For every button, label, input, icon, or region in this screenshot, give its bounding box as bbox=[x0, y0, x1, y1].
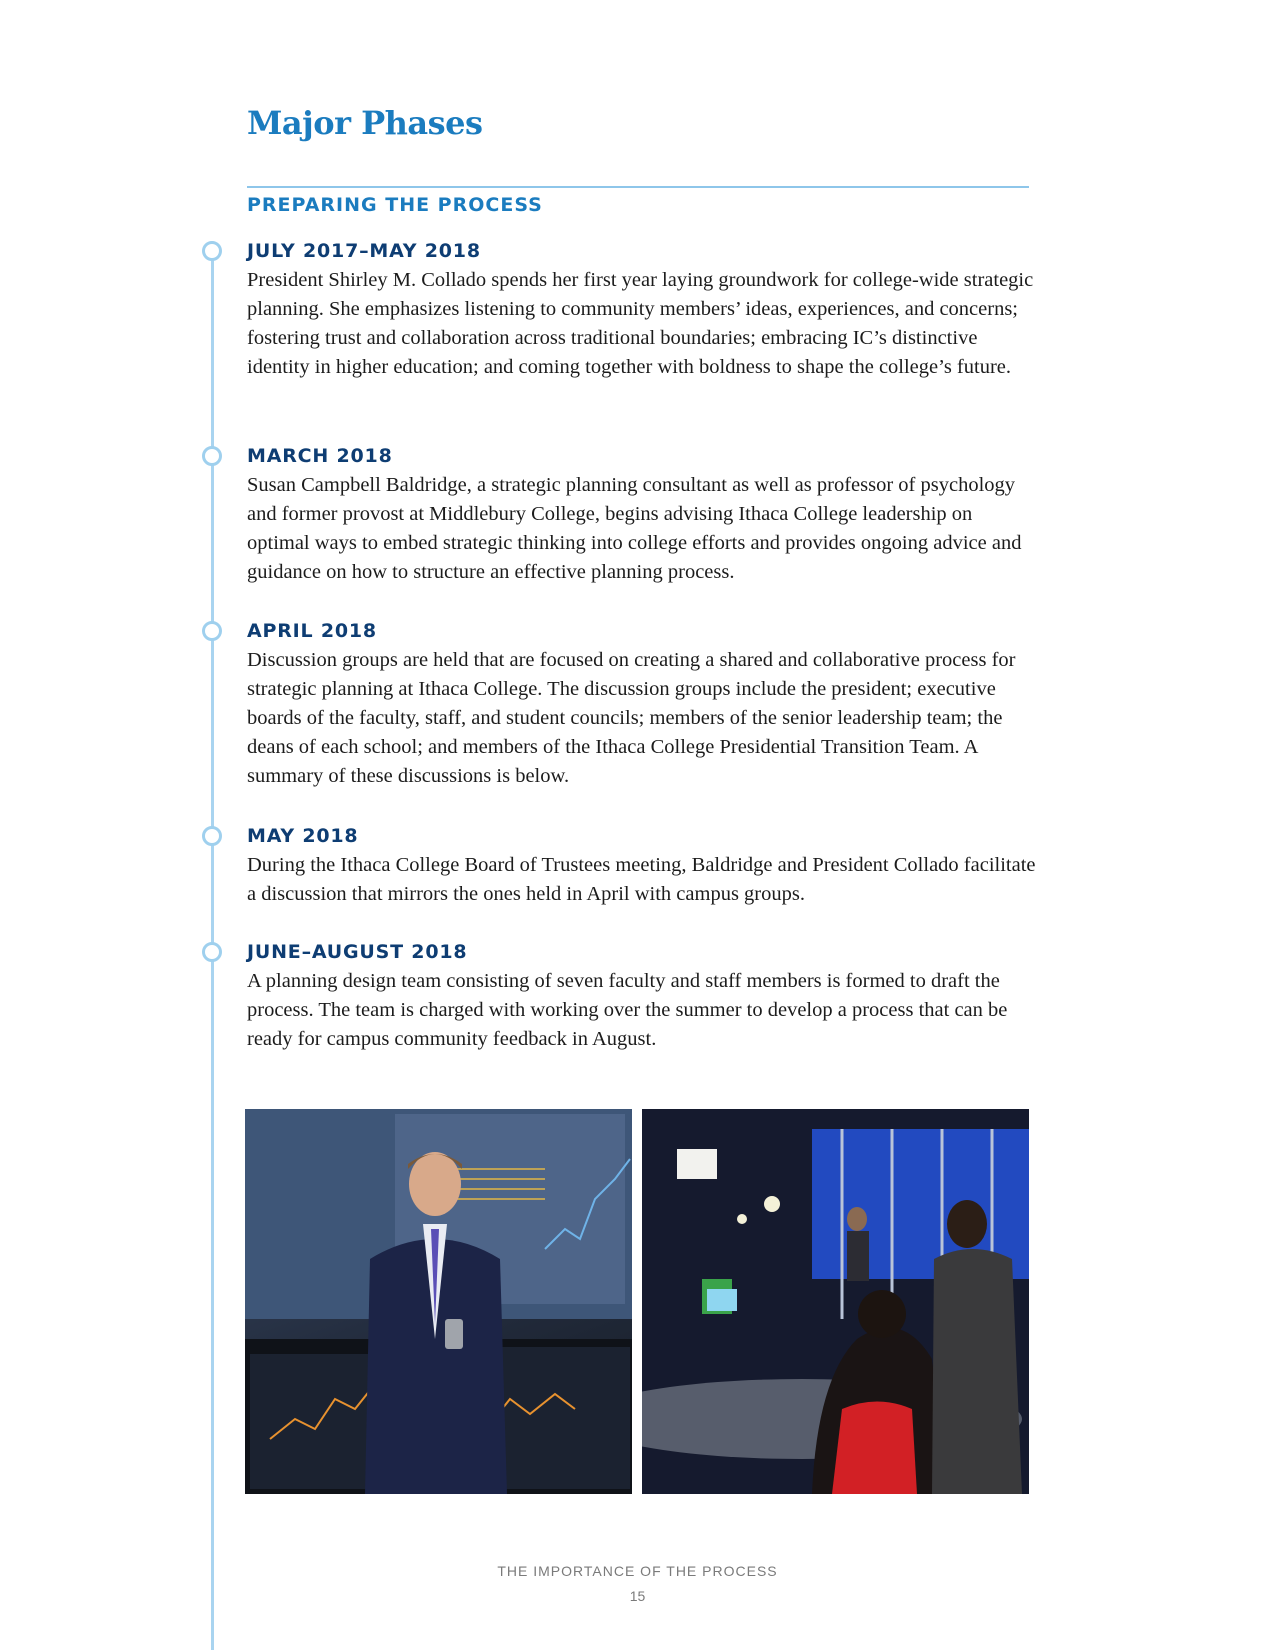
phase-date: JUNE–AUGUST 2018 bbox=[247, 941, 468, 963]
phase-description: Susan Campbell Baldridge, a strategic planning consultant as well as professor of psychology and former provost at Middlebury College, begins advising Ithaca College leadership on optimal ways to embed strategic thinking into college efforts and provides ongoing advice and guidance on how to structure an effective planning process. bbox=[247, 474, 1022, 583]
phase-description: President Shirley M. Collado spends her first year laying groundwork for college-wide strategic planning. She emphasizes listening to community members’ ideas, experiences, and concerns; fostering trust and collaboration across traditional boundaries; embracing IC’s distinctive identity in higher education; and coming together with boldness to shape the college’s future. bbox=[247, 269, 1034, 378]
page-number: 15 bbox=[629, 1588, 646, 1604]
phase-date: MAY 2018 bbox=[247, 825, 359, 847]
photo-tv-studio bbox=[642, 1109, 1029, 1494]
tv-studio-illustration bbox=[642, 1109, 1029, 1494]
phase-description: A planning design team consisting of seven faculty and staff members is formed to draft the process. The team is charged with working over the summer to develop a process that can be ready for campus community feedback in August. bbox=[247, 970, 1008, 1050]
phase-description: During the Ithaca College Board of Trustees meeting, Baldridge and President Collado facilitate a discussion that mirrors the ones held in April with campus groups. bbox=[247, 854, 1036, 905]
phase-date: APRIL 2018 bbox=[247, 620, 377, 642]
timeline-node-icon bbox=[202, 826, 222, 846]
timeline-phase bbox=[247, 238, 1037, 382]
timeline-phase bbox=[247, 939, 1037, 1054]
section-divider bbox=[247, 186, 1029, 188]
running-footer: THE IMPORTANCE OF THE PROCESS bbox=[497, 1563, 778, 1579]
phase-description: Discussion groups are held that are focused on creating a shared and collaborative process for strategic planning at Ithaca College. The discussion groups include the president; executive boards of the faculty, staff, and student councils; members of the senior leadership team; the deans of each school; and members of the Ithaca College Presidential Transition Team. A summary of these discussions is below. bbox=[247, 649, 1016, 787]
phase-date: MARCH 2018 bbox=[247, 445, 393, 467]
timeline-node-icon bbox=[202, 621, 222, 641]
timeline-phase bbox=[247, 443, 1037, 587]
timeline-node-icon bbox=[202, 241, 222, 261]
section-heading: PREPARING THE PROCESS bbox=[247, 194, 543, 216]
phase-date: JULY 2017–MAY 2018 bbox=[247, 240, 481, 262]
timeline-node-icon bbox=[202, 446, 222, 466]
photo-finance-lab bbox=[245, 1109, 632, 1494]
finance-lab-illustration bbox=[245, 1109, 632, 1494]
page-title: Major Phases bbox=[247, 104, 483, 142]
timeline-phase bbox=[247, 618, 1037, 791]
timeline-phase bbox=[247, 823, 1037, 909]
timeline-node-icon bbox=[202, 942, 222, 962]
